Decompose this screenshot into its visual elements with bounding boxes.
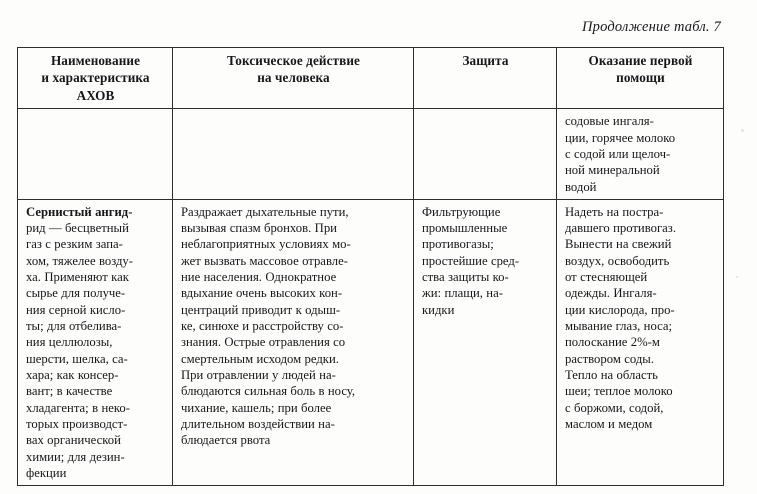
text-line: ной минеральной <box>565 163 660 178</box>
scan-speck <box>736 276 738 278</box>
text-line: водой <box>565 179 597 194</box>
text-line: фекции <box>26 465 67 480</box>
column-header-name-and-characteristics <box>18 48 173 109</box>
text-line: рид — бесцветный <box>26 221 129 236</box>
text-line: вдыхание очень высоких кон- <box>181 286 343 301</box>
text-line: шеи; теплое молоко <box>565 384 673 399</box>
cell-protection <box>414 199 557 485</box>
text-line: хом, тяжелее возду- <box>26 253 133 268</box>
cell-name-and-characteristics <box>18 199 173 485</box>
text-line: вызывая спазм бронхов. При <box>181 221 337 236</box>
text-line: хладагента; в неко- <box>26 400 130 415</box>
header-line: на человека <box>257 70 330 86</box>
cell-name-and-characteristics <box>18 109 173 200</box>
text-line: ния целлюлозы, <box>26 335 113 350</box>
table-container <box>17 47 723 480</box>
cell-toxic-effect <box>173 109 414 200</box>
text-line: ты; для отбелива- <box>26 319 122 334</box>
text-line: газ с резким запа- <box>26 237 123 252</box>
text-line: ха. Применяют как <box>26 270 129 285</box>
text-line: Вынести на свежий <box>565 237 672 252</box>
text-line: мывание глаз, носа; <box>565 319 673 334</box>
header-line: Защита <box>462 53 509 68</box>
text-line: жи: плащи, на- <box>422 286 503 301</box>
header-line: и характеристика <box>41 70 150 86</box>
text-line: с содой или щелоч- <box>565 146 671 161</box>
text-line: Фильтрующие <box>422 204 501 219</box>
text-line: Надеть на постра- <box>565 204 664 219</box>
table-body <box>18 109 724 486</box>
bleed-through-ghost-text <box>26 113 165 194</box>
table-row <box>18 109 724 200</box>
text-line: блюдается рвота <box>181 433 271 448</box>
text-line: полоскание 2%-м <box>565 335 660 350</box>
column-header-toxic-effect <box>173 48 414 109</box>
text-line: давшего противогаз. <box>565 221 676 236</box>
text-line: смертельным исходом редки. <box>181 351 339 366</box>
table-header-row <box>18 48 724 109</box>
text-line: неблагоприятных условиях мо- <box>181 237 351 252</box>
text-line: с боржоми, содой, <box>565 400 664 415</box>
header-line: Наименование <box>50 53 141 68</box>
text-line: Раздражает дыхательные пути, <box>181 204 349 219</box>
header-line: АХОВ <box>76 87 115 103</box>
column-header-first-aid <box>557 48 724 109</box>
ghost-line <box>36 178 165 194</box>
ghost-line <box>36 130 165 146</box>
cell-text <box>565 204 716 432</box>
cell-text <box>422 204 549 318</box>
text-line: длительном воздействии на- <box>181 416 335 431</box>
text-line: кидки <box>422 302 455 317</box>
ahov-table <box>17 47 724 486</box>
table-caption-row <box>0 18 723 36</box>
table-header <box>18 48 724 109</box>
text-line: ния серной кисло- <box>26 302 126 317</box>
text-line: знания. Острые отравления со <box>181 335 346 350</box>
text-line: ции кислорода, про- <box>565 302 675 317</box>
text-line: жет вызвать массовое отравле- <box>181 253 348 268</box>
text-line: чихание, кашель; при более <box>181 400 332 415</box>
text-line: блюдаются сильная боль в носу, <box>181 384 356 399</box>
text-line: противогазы; <box>422 237 494 252</box>
cell-protection <box>414 109 557 200</box>
cell-first-aid <box>557 109 724 200</box>
table-row <box>18 199 724 485</box>
header-line: Оказание первой <box>588 53 693 68</box>
ghost-line <box>36 162 165 178</box>
ghost-line <box>36 113 165 129</box>
cell-text <box>26 204 165 481</box>
text-line: от стесняющей <box>565 270 648 285</box>
ghost-line <box>36 146 165 162</box>
text-line: При отравлении у людей на- <box>181 367 336 382</box>
text-line: промышленные <box>422 221 508 236</box>
text-line: центраций приводит к одыш- <box>181 302 341 317</box>
cell-text <box>565 113 716 195</box>
text-line: ние населения. Однократное <box>181 270 337 285</box>
header-line: помощи <box>616 70 665 86</box>
cell-first-aid <box>557 199 724 485</box>
substance-name: Сернистый ангид- <box>26 204 133 219</box>
text-line: химии; для дезин- <box>26 449 125 464</box>
text-line: хара; как консер- <box>26 367 119 382</box>
text-line: торых производст- <box>26 416 128 431</box>
text-line: содовые ингаля- <box>565 114 654 129</box>
text-line: ке, синюхе и расстройству со- <box>181 319 344 334</box>
text-line: Тепло на область <box>565 367 658 382</box>
header-line: Токсическое действие <box>226 53 361 68</box>
text-line: воздух, освободить <box>565 253 670 268</box>
text-line: раствором соды. <box>565 351 655 366</box>
cell-toxic-effect <box>173 199 414 485</box>
text-line: ции, горячее молоко <box>565 130 676 145</box>
text-line: одежды. Ингаля- <box>565 286 657 301</box>
text-line: ства защиты ко- <box>422 270 509 285</box>
text-line: шерсти, шелка, са- <box>26 351 128 366</box>
table-continuation-caption: Продолжение табл. 7 <box>581 19 721 35</box>
text-line: вах органической <box>26 433 121 448</box>
text-line: простейшие сред- <box>422 253 520 268</box>
cell-text <box>181 204 406 449</box>
text-line: маслом и медом <box>565 416 653 431</box>
scan-speck <box>741 129 744 132</box>
text-line: сырье для получе- <box>26 286 126 301</box>
text-line: вант; в качестве <box>26 384 113 399</box>
column-header-protection <box>414 48 557 109</box>
